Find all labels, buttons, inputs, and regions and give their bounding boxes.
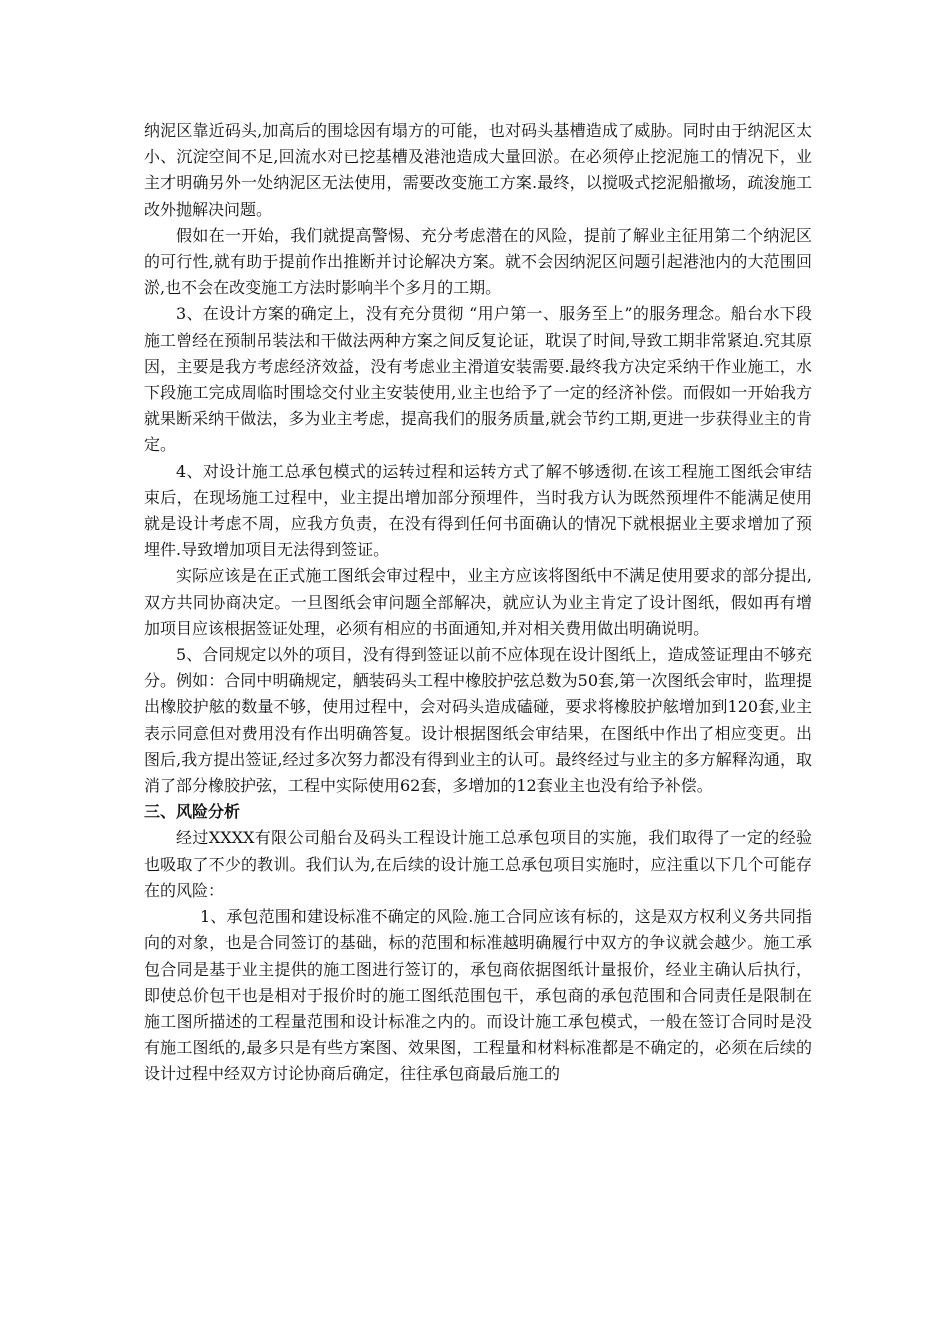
paragraph-practice: 实际应该是在正式施工图纸会审过程中，业主方应该将图纸中不满足使用要求的部分提出,双方共同协商决定。一旦图纸会审问题全部解决，就应认为业主肯定了设计图纸，假如再有增加项目应该根据签证处理，必须有相应的书面通知,并对相关费用做出明确说明。 — [144, 566, 812, 638]
document-page — [144, 118, 812, 1088]
paragraph-intro: 经过XXXX有限公司船台及码头工程设计施工总承包项目的实施，我们取得了一定的经验也吸取了不少的教训。我们认为,在后续的设计施工总承包项目实施时，应注重以下几个可能存在的风险： — [144, 828, 812, 900]
section-heading: 三、风险分析 — [144, 802, 241, 822]
paragraph-point-5: 5、合同规定以外的项目，没有得到签证以前不应体现在设计图纸上，造成签证理由不够充分。例如：合同中明确规定，舾装码头工程中橡胶护弦总数为50套,第一次图纸会审时，监理提出橡胶护舷的数量不够，使用过程中，会对码头造成磕碰，要求将橡胶护舷增加到120套,业主表示同意但对费用没有作出明确答复。设计根据图纸会审结果，在图纸中作出了相应变更。出图后,我方提出签证,经过多次努力都没有得到业主的认可。最终经过与业主的多方解释沟通，取消了部分橡胶护弦，工程中实际使用62套，多增加的12套业主也没有给予补偿。 — [144, 645, 812, 796]
paragraph-point-3: 3、在设计方案的确定上，没有充分贯彻 “用户第一、服务至上”的服务理念。船台水下段施工曾经在预制吊装法和干做法两种方案之间反复论证，耽误了时间,导致工期非常紧迫.究其原因，主要是我方考虑经济效益，没有考虑业主滑道安装需要.最终我方决定采纳干作业施工，水下段施工完成周临时围埝交付业主安装使用,业主也给予了一定的经济补偿。而假如一开始我方就果断采纳干做法，多为业主考虑，提高我们的服务质量,就会节约工期,更进一步获得业主的肯定。 — [144, 304, 812, 455]
paragraph-risk-1: 1、承包范围和建设标准不确定的风险.施工合同应该有标的，这是双方权利义务共同指向的对象，也是合同签订的基础，标的范围和标准越明确履行中双方的争议就会越少。施工承包合同是基于业主提供的施工图进行签订的，承包商依据图纸计量报价，经业主确认后执行，即使总价包干也是相对于报价时的施工图纸范围包干，承包商的承包范围和合同责任是限制在施工图所描述的工程量范围和设计标准之内的。而设计施工承包模式，一般在签订合同时是没有施工图纸的,最多只是有些方案图、效果图，工程量和材料标准都是不确定的，必须在后续的设计过程中经双方讨论协商后确定，往往承包商最后施工的 — [144, 907, 812, 1084]
paragraph-continuation: 纳泥区靠近码头,加高后的围埝因有塌方的可能，也对码头基槽造成了威胁。同时由于纳泥区太小、沉淀空间不足,回流水对已挖基槽及港池造成大量回淤。在必须停止挖泥施工的情况下，业主才明确另外一处纳泥区无法使用，需要改变施工方案.最终，以搅吸式挖泥船撤场，疏浚施工改外抛解决问题。 — [144, 121, 812, 219]
paragraph-point-4: 4、对设计施工总承包模式的运转过程和运转方式了解不够透彻.在该工程施工图纸会审结束后，在现场施工过程中，业主提出增加部分预埋件，当时我方认为既然预埋件不能满足使用就是设计考虑不周，应我方负责，在没有得到任何书面确认的情况下就根据业主要求增加了预埋件.导致增加项目无法得到签证。 — [144, 461, 812, 560]
paragraph-hypothesis: 假如在一开始，我们就提高警惕、充分考虑潜在的风险，提前了解业主征用第二个纳泥区的可行性,就有助于提前作出推断并讨论解决方案。就不会因纳泥区问题引起港池内的大范围回淤,也不会在改变施工方法时影响半个多月的工期。 — [144, 225, 812, 298]
